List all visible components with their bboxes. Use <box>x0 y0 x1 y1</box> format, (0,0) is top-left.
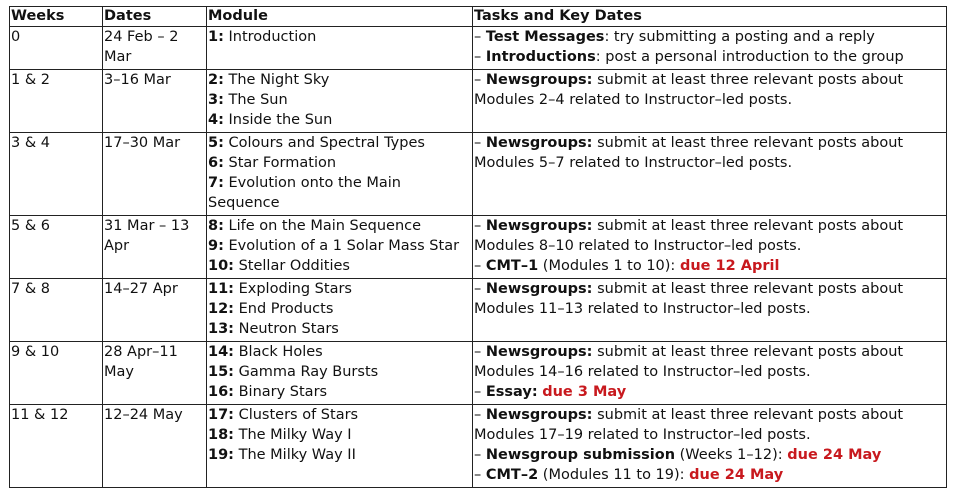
due-date: due 24 May <box>787 447 882 463</box>
task-prefix: – <box>474 258 486 274</box>
task-text: submit at least three relevant posts about <box>592 407 904 423</box>
dates-cell <box>103 27 207 70</box>
tasks-cell <box>473 342 947 405</box>
module-line <box>208 382 472 402</box>
tasks-cell <box>473 27 947 70</box>
dates-cell <box>103 70 207 133</box>
module-number: 10: <box>208 258 234 274</box>
task-prefix: – <box>474 218 486 234</box>
module-cell <box>207 279 473 342</box>
table-row <box>10 279 947 342</box>
module-number: 6: <box>208 155 224 171</box>
module-name: Evolution onto the Main <box>223 175 401 191</box>
task-prefix: – <box>474 135 486 151</box>
module-name: The Milky Way I <box>233 427 352 443</box>
header-dates: Dates <box>103 7 207 27</box>
dates-line: 12–24 May <box>104 407 183 423</box>
module-cell <box>207 342 473 405</box>
task-line <box>474 382 946 402</box>
weeks-cell: 1 & 2 <box>10 70 103 133</box>
task-prefix: – <box>474 281 486 297</box>
due-date: due 3 May <box>542 384 627 400</box>
task-name: Newsgroups: <box>485 407 593 423</box>
module-number: 12: <box>208 301 234 317</box>
dates-line: 24 Feb – 2 <box>104 29 179 45</box>
task-name: Newsgroups: <box>485 218 593 234</box>
dates-cell <box>103 405 207 488</box>
dates-cell <box>103 216 207 279</box>
module-line <box>208 90 472 110</box>
task-text: : try submitting a posting and a reply <box>604 29 875 45</box>
tasks-cell <box>473 405 947 488</box>
table-row <box>10 133 947 216</box>
task-line <box>474 299 946 319</box>
due-date: due 24 May <box>689 467 784 483</box>
due-date: due 12 April <box>679 258 780 274</box>
task-line <box>474 465 946 485</box>
module-number: 5: <box>208 135 224 151</box>
task-line <box>474 342 946 362</box>
module-name: Binary Stars <box>233 384 328 400</box>
module-line <box>208 279 472 299</box>
module-line <box>208 133 472 153</box>
task-line <box>474 425 946 445</box>
task-text: Modules 17–19 related to Instructor–led posts. <box>474 427 811 443</box>
module-cell <box>207 27 473 70</box>
module-line <box>208 216 472 236</box>
module-name: Inside the Sun <box>223 112 333 128</box>
module-line <box>208 299 472 319</box>
task-line <box>474 90 946 110</box>
task-text: Modules 2–4 related to Instructor–led posts. <box>474 92 793 108</box>
task-text: : post a personal introduction to the group <box>595 49 904 65</box>
module-number: 19: <box>208 447 234 463</box>
module-name: Black Holes <box>233 344 323 360</box>
task-name: CMT–1 <box>485 258 539 274</box>
dates-line: 28 Apr–11 <box>104 344 178 360</box>
module-number: 18: <box>208 427 234 443</box>
task-text: Modules 8–10 related to Instructor–led posts. <box>474 238 802 254</box>
task-text: (Weeks 1–12): <box>675 447 788 463</box>
table-row <box>10 216 947 279</box>
weeks-cell: 5 & 6 <box>10 216 103 279</box>
task-line <box>474 153 946 173</box>
weeks-cell: 11 & 12 <box>10 405 103 488</box>
task-prefix: – <box>474 447 486 463</box>
task-line <box>474 236 946 256</box>
task-line <box>474 445 946 465</box>
task-name: Newsgroups: <box>485 72 593 88</box>
header-module: Module <box>207 7 473 27</box>
weeks-cell: 3 & 4 <box>10 133 103 216</box>
module-line <box>208 342 472 362</box>
module-name: Exploding Stars <box>233 281 352 297</box>
task-prefix: – <box>474 29 486 45</box>
module-number: 7: <box>208 175 224 191</box>
task-name: CMT–2 <box>485 467 539 483</box>
module-line <box>208 173 472 193</box>
task-line <box>474 70 946 90</box>
module-name: Colours and Spectral Types <box>223 135 425 151</box>
module-name: Stellar Oddities <box>233 258 350 274</box>
module-name: Gamma Ray Bursts <box>233 364 379 380</box>
task-text: submit at least three relevant posts about <box>592 72 904 88</box>
module-line <box>208 319 472 339</box>
table-row <box>10 405 947 488</box>
task-name: Newsgroup submission <box>485 447 676 463</box>
header-tasks: Tasks and Key Dates <box>473 7 947 27</box>
dates-line: 3–16 Mar <box>104 72 171 88</box>
module-name: Evolution of a 1 Solar Mass Star <box>223 238 460 254</box>
task-name: Essay: <box>485 384 538 400</box>
task-text: submit at least three relevant posts about <box>592 135 904 151</box>
module-name: The Sun <box>223 92 288 108</box>
task-name: Test Messages <box>485 29 605 45</box>
task-prefix: – <box>474 49 486 65</box>
task-line <box>474 27 946 47</box>
dates-line: Mar <box>104 49 132 65</box>
module-cell <box>207 405 473 488</box>
module-name: Clusters of Stars <box>233 407 359 423</box>
task-text: Modules 14–16 related to Instructor–led posts. <box>474 364 811 380</box>
module-name: The Milky Way II <box>233 447 356 463</box>
task-name: Newsgroups: <box>485 344 593 360</box>
module-number: 16: <box>208 384 234 400</box>
schedule-table <box>9 6 947 488</box>
module-number: 11: <box>208 281 234 297</box>
module-line <box>208 236 472 256</box>
module-number: 8: <box>208 218 224 234</box>
tasks-cell <box>473 133 947 216</box>
task-name: Newsgroups: <box>485 135 593 151</box>
task-prefix: – <box>474 344 486 360</box>
module-cell <box>207 216 473 279</box>
weeks-cell: 9 & 10 <box>10 342 103 405</box>
task-text: submit at least three relevant posts about <box>592 218 904 234</box>
dates-line: 31 Mar – 13 <box>104 218 190 234</box>
module-line <box>208 405 472 425</box>
task-name: Newsgroups: <box>485 281 593 297</box>
task-line <box>474 133 946 153</box>
module-cell <box>207 70 473 133</box>
module-number: 2: <box>208 72 224 88</box>
module-name: End Products <box>233 301 334 317</box>
module-name: Life on the Main Sequence <box>223 218 422 234</box>
module-number: 14: <box>208 344 234 360</box>
schedule-body <box>10 27 947 488</box>
module-line <box>208 256 472 276</box>
task-text: Modules 11–13 related to Instructor–led posts. <box>474 301 811 317</box>
module-line <box>208 193 472 213</box>
tasks-cell <box>473 70 947 133</box>
dates-line: May <box>104 364 134 380</box>
task-prefix: – <box>474 467 486 483</box>
task-line <box>474 256 946 276</box>
task-prefix: – <box>474 72 486 88</box>
task-text: (Modules 11 to 19): <box>538 467 690 483</box>
module-line <box>208 445 472 465</box>
task-text: Modules 5–7 related to Instructor–led posts. <box>474 155 793 171</box>
task-text: submit at least three relevant posts about <box>592 281 904 297</box>
dates-cell <box>103 133 207 216</box>
tasks-cell <box>473 216 947 279</box>
module-number: 4: <box>208 112 224 128</box>
module-number: 9: <box>208 238 224 254</box>
task-line <box>474 279 946 299</box>
module-name: Neutron Stars <box>233 321 339 337</box>
tasks-cell <box>473 279 947 342</box>
module-name: The Night Sky <box>223 72 330 88</box>
module-number: 3: <box>208 92 224 108</box>
module-line <box>208 362 472 382</box>
weeks-cell: 0 <box>10 27 103 70</box>
task-name: Introductions <box>485 49 596 65</box>
header-row <box>10 7 947 27</box>
module-cell <box>207 133 473 216</box>
task-prefix: – <box>474 384 486 400</box>
module-number: 17: <box>208 407 234 423</box>
dates-line: Apr <box>104 238 130 254</box>
module-number: 15: <box>208 364 234 380</box>
module-line <box>208 70 472 90</box>
module-name: Sequence <box>208 195 280 211</box>
module-number: 1: <box>208 29 224 45</box>
dates-cell <box>103 342 207 405</box>
module-name: Introduction <box>223 29 317 45</box>
task-text: submit at least three relevant posts about <box>592 344 904 360</box>
dates-line: 17–30 Mar <box>104 135 181 151</box>
module-line <box>208 110 472 130</box>
header-weeks: Weeks <box>10 7 103 27</box>
task-line <box>474 405 946 425</box>
task-line <box>474 47 946 67</box>
table-row <box>10 342 947 405</box>
dates-line: 14–27 Apr <box>104 281 178 297</box>
table-row <box>10 70 947 133</box>
module-number: 13: <box>208 321 234 337</box>
weeks-cell: 7 & 8 <box>10 279 103 342</box>
task-line <box>474 362 946 382</box>
module-line <box>208 27 472 47</box>
task-prefix: – <box>474 407 486 423</box>
dates-cell <box>103 279 207 342</box>
module-name: Star Formation <box>223 155 337 171</box>
module-line <box>208 153 472 173</box>
module-line <box>208 425 472 445</box>
table-row <box>10 27 947 70</box>
task-text: (Modules 1 to 10): <box>538 258 680 274</box>
task-line <box>474 216 946 236</box>
